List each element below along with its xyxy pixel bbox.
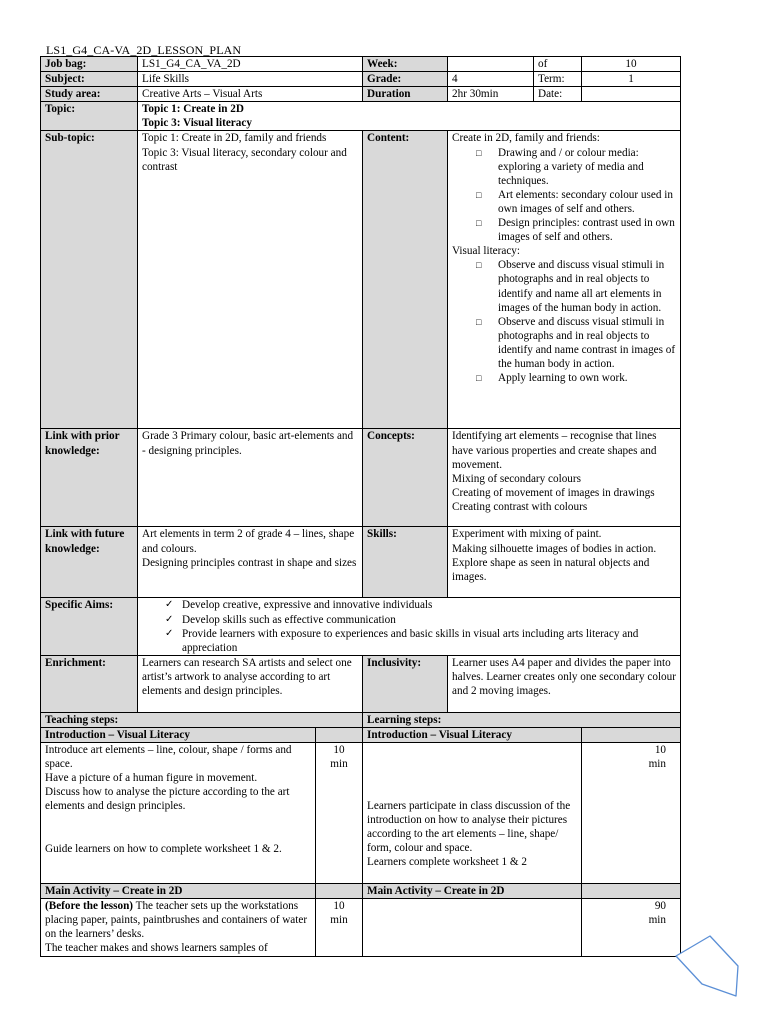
date-value: [582, 87, 681, 102]
main-learning-time-header: [582, 884, 681, 899]
list-item: □ Design principles: contrast used in own images of self and others.: [498, 216, 676, 244]
prior-knowledge-value: Grade 3 Primary colour, basic art-elements and - designing principles.: [138, 429, 363, 527]
intro-teaching-line: Discuss how to analyse the picture according to the art elements and design principles.: [45, 786, 290, 813]
future-knowledge-label: Link with future knowledge:: [41, 527, 138, 598]
inclusivity-value: Learner uses A4 paper and divides the paper into halves. Learner creates only one secondary colour and 2 moving images.: [448, 655, 681, 712]
main-teaching-text: [41, 899, 316, 956]
row-job-bag: [41, 57, 681, 72]
week-label: Week:: [363, 57, 448, 72]
subtopic-label: Sub-topic:: [41, 131, 138, 429]
list-item: □ Art elements: secondary colour used in own images of self and others.: [498, 188, 676, 216]
content-bullets-1: [452, 146, 676, 245]
study-area-value: Creative Arts – Visual Arts: [138, 87, 363, 102]
row-intro-body: [41, 743, 681, 884]
intro-learning-time-value: 10: [654, 744, 667, 757]
duration-value: 2hr 30min: [448, 87, 534, 102]
duration-label: Duration: [363, 87, 448, 102]
concepts-label: Concepts:: [363, 429, 448, 527]
main-learning-text: [363, 899, 582, 956]
study-area-label: Study area:: [41, 87, 138, 102]
subject-label: Subject:: [41, 72, 138, 87]
concept-line: Identifying art elements – recognise that lines have various properties and create shapes and movement.: [452, 430, 657, 471]
content-value: [448, 131, 681, 429]
content-bullets-2: [452, 258, 676, 385]
intro-teaching-guide: Guide learners on how to complete worksheet 1 & 2.: [45, 842, 282, 855]
intro-teaching-time-value: 10: [333, 744, 345, 757]
main-learning-title: Main Activity – Create in 2D: [363, 884, 582, 899]
main-teaching-title: Main Activity – Create in 2D: [41, 884, 316, 899]
main-learning-time-value: 90: [654, 900, 667, 913]
of-label: of: [534, 57, 582, 72]
grade-label: Grade:: [363, 72, 448, 87]
main-learning-time: [582, 899, 681, 956]
aims-list: [142, 598, 676, 654]
list-item: ✓ Provide learners with exposure to experiences and basic skills in visual arts including arts literacy and appreciation: [182, 627, 676, 655]
topic-line-2: Topic 3: Visual literacy: [142, 117, 252, 130]
intro-teaching-text: [41, 743, 316, 884]
row-main-body: [41, 899, 681, 956]
term-value: 1: [582, 72, 681, 87]
topic-value: [138, 102, 681, 131]
intro-teaching-line: Have a picture of a human figure in movement.: [45, 772, 258, 785]
row-topic: [41, 102, 681, 131]
row-subtopic: [41, 131, 681, 429]
main-teaching-time-value: 10: [333, 900, 345, 913]
teaching-steps-label: Teaching steps:: [41, 712, 363, 727]
topic-line-1: Topic 1: Create in 2D: [142, 103, 244, 116]
row-steps-header: [41, 712, 681, 727]
learning-steps-label: Learning steps:: [363, 712, 681, 727]
future-line-2: Designing principles contrast in shape and sizes: [142, 556, 357, 569]
content-label: Content:: [363, 131, 448, 429]
page-curl-icon[interactable]: [674, 934, 740, 998]
intro-learning-title: Introduction – Visual Literacy: [363, 727, 582, 742]
main-teaching-bold: (Before the lesson): [45, 900, 134, 913]
intro-learning-time: [582, 743, 681, 884]
list-item: □ Apply learning to own work.: [498, 371, 676, 385]
main-teaching-text-1: The teacher sets up the workstations placing paper, paints, paintbrushes and containers of water on the learners’ desks.: [45, 900, 308, 941]
row-intro-header: [41, 727, 681, 742]
intro-learning-time-unit: min: [648, 758, 667, 771]
list-item: ✓ Develop skills such as effective communication: [182, 613, 676, 627]
topic-label: Topic:: [41, 102, 138, 131]
row-prior-knowledge: [41, 429, 681, 527]
skill-line: Experiment with mixing of paint.: [452, 528, 602, 541]
enrichment-label: Enrichment:: [41, 655, 138, 712]
row-future-knowledge: [41, 527, 681, 598]
main-teaching-time-unit: min: [330, 914, 348, 927]
skill-line: Explore shape as seen in natural objects and images.: [452, 556, 650, 583]
concepts-value: [448, 429, 681, 527]
list-item: □ Observe and discuss visual stimuli in photographs and in real objects to identify and name all art elements in images of the human body in action.: [498, 258, 676, 314]
specific-aims-label: Specific Aims:: [41, 598, 138, 655]
intro-learning-time-header: [582, 727, 681, 742]
inclusivity-label: Inclusivity:: [363, 655, 448, 712]
intro-teaching-time-header: [316, 727, 363, 742]
of-value: 10: [582, 57, 681, 72]
intro-teaching-time: [316, 743, 363, 884]
week-value: [448, 57, 534, 72]
future-knowledge-value: [138, 527, 363, 598]
intro-teaching-line: Introduce art elements – line, colour, shape / forms and space.: [45, 744, 292, 771]
content-intro-1: Create in 2D, family and friends:: [452, 132, 600, 145]
list-item: □ Observe and discuss visual stimuli in photographs and in real objects to identify and name contrast in images of the human body in action.: [498, 315, 676, 371]
subtopic-text-1: Topic 1: Create in 2D, family and friends: [142, 132, 327, 145]
document-title: LS1_G4_CA-VA_2D_LESSON_PLAN: [46, 43, 242, 57]
intro-learning-text: [363, 743, 582, 884]
skills-value: [448, 527, 681, 598]
skill-line: Making silhouette images of bodies in action.: [452, 542, 657, 555]
intro-learning-line: Learners complete worksheet 1 & 2: [367, 856, 528, 869]
main-learning-time-unit: min: [648, 914, 667, 927]
concept-line: Creating contrast with colours: [452, 500, 588, 513]
specific-aims-value: [138, 598, 681, 655]
skills-label: Skills:: [363, 527, 448, 598]
date-label: Date:: [534, 87, 582, 102]
list-item: □ Drawing and / or colour media: exploring a variety of media and techniques.: [498, 146, 676, 188]
main-teaching-time-header: [316, 884, 363, 899]
intro-teaching-title: Introduction – Visual Literacy: [41, 727, 316, 742]
subtopic-text-2: Topic 3: Visual literacy, secondary colour and contrast: [142, 146, 347, 173]
list-item: ✓ Develop creative, expressive and innovative individuals: [182, 598, 676, 612]
subject-value: Life Skills: [138, 72, 363, 87]
subtopic-value: [138, 131, 363, 429]
prior-knowledge-label: Link with prior knowledge:: [41, 429, 138, 527]
row-main-header: [41, 884, 681, 899]
job-bag-value: LS1_G4_CA_VA_2D: [138, 57, 363, 72]
row-subject: [41, 72, 681, 87]
main-teaching-time: [316, 899, 363, 956]
future-line-1: Art elements in term 2 of grade 4 – lines, shape and colours.: [142, 528, 355, 555]
row-study-area: [41, 87, 681, 102]
concept-line: Mixing of secondary colours: [452, 472, 581, 485]
content-intro-2: Visual literacy:: [452, 245, 520, 258]
job-bag-label: Job bag:: [41, 57, 138, 72]
intro-learning-line: Learners participate in class discussion of the introduction on how to analyse their pictures according to the art elements – line, shape/ form, colour and space.: [367, 800, 571, 855]
intro-teaching-time-unit: min: [330, 758, 348, 771]
row-enrichment: [41, 655, 681, 712]
main-teaching-text-2: The teacher makes and shows learners samples of: [45, 942, 268, 955]
lesson-plan-table: [40, 56, 681, 957]
grade-value: 4: [448, 72, 534, 87]
enrichment-value: Learners can research SA artists and select one artist’s artwork to analyse according to art elements and design principles.: [138, 655, 363, 712]
term-label: Term:: [534, 72, 582, 87]
row-specific-aims: [41, 598, 681, 655]
concept-line: Creating of movement of images in drawings: [452, 486, 655, 499]
